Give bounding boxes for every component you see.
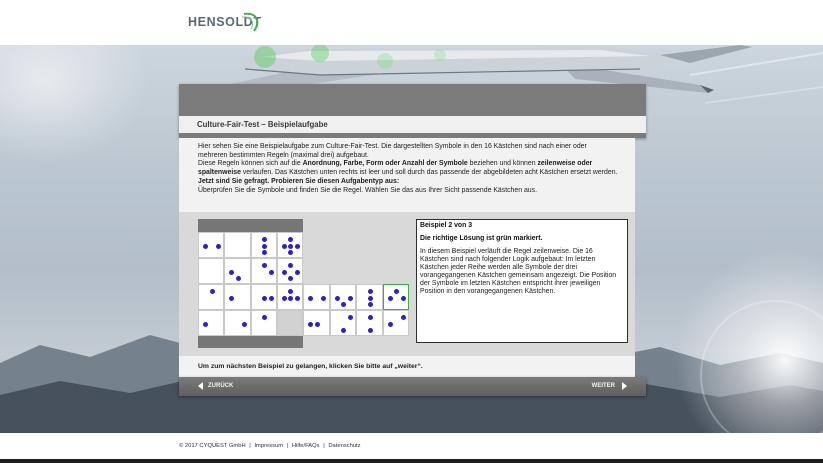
rules-direction: zeilenweise oder spaltenweise	[198, 160, 593, 177]
symbol-dot	[288, 244, 293, 249]
symbol-dot	[262, 237, 267, 242]
symbol-dot	[203, 244, 208, 249]
symbol-dot	[335, 296, 340, 301]
matrix-grid	[198, 232, 303, 336]
bottom-strip	[0, 459, 823, 463]
symbol-dot	[348, 296, 353, 301]
matrix-cell	[198, 310, 224, 336]
arrow-right-icon	[622, 382, 627, 390]
call-to-action: Jetzt sind Sie gefragt. Probieren Sie diesen Aufgabentyp aus:	[198, 177, 400, 185]
example-counter: Beispiel 2 von 3	[420, 222, 473, 229]
symbol-dot	[308, 296, 313, 301]
symbol-dot	[341, 302, 346, 307]
symbol-dot	[368, 289, 373, 294]
symbol-dot	[315, 322, 320, 327]
puzzle-area	[179, 212, 635, 356]
symbol-dot	[269, 270, 274, 275]
next-prompt: Um zum nächsten Beispiel zu gelangen, klicken Sie bitte auf „weiter“.	[179, 356, 635, 377]
matrix-cell	[224, 310, 250, 336]
symbol-dot	[210, 289, 215, 294]
symbol-dot	[288, 237, 293, 242]
explanation-text: In diesem Beispiel verläuft die Regel zeilenweise. Die 16 Kästchen sind nach folgender Logik aufgebaut: Im letzten Kästchen jeder Reihe werden alle Symbole der drei vorangegangenen Kästchen gemeinsam angezeigt. Die Position der Symbole im letzten Kästchen entspricht ihrer jeweiligen Position in den vorangegangenen Kästchen.	[420, 248, 617, 295]
imprint-link[interactable]: Impressum	[254, 443, 284, 449]
symbol-dot	[262, 263, 267, 268]
answer-option[interactable]	[303, 284, 330, 310]
symbol-dot	[216, 244, 221, 249]
solution-note: Die richtige Lösung ist grün markiert.	[420, 235, 543, 242]
logo-wordmark: HENSOLDT	[188, 15, 262, 29]
answer-option[interactable]	[330, 284, 357, 310]
matrix-cell	[251, 284, 277, 310]
footer-separator: |	[286, 443, 289, 449]
answer-option[interactable]	[356, 284, 383, 310]
symbol-dot	[242, 322, 247, 327]
symbol-dot	[282, 296, 287, 301]
symbol-dot	[262, 250, 267, 255]
matrix-cell	[277, 284, 303, 310]
matrix-cell	[198, 284, 224, 310]
rules-mid: beziehen und können	[467, 160, 538, 168]
answer-option[interactable]	[330, 310, 357, 336]
symbol-matrix	[198, 219, 303, 348]
symbol-dot	[368, 296, 373, 301]
symbol-dot	[262, 244, 267, 249]
answer-option-correct[interactable]	[383, 284, 410, 310]
matrix-cell	[251, 232, 277, 258]
matrix-cell	[277, 258, 303, 284]
answer-option[interactable]	[383, 310, 410, 336]
symbol-dot	[282, 244, 287, 249]
matrix-cell	[198, 258, 224, 284]
symbol-dot	[295, 270, 300, 275]
symbol-dot	[288, 250, 293, 255]
symbol-dot	[288, 276, 293, 281]
rules-keywords: Anordnung, Farbe, Form oder Anzahl der Symbole	[302, 160, 468, 168]
site-header	[0, 0, 823, 45]
symbol-dot	[394, 289, 399, 294]
next-label: WEITER	[591, 383, 615, 389]
matrix-cell	[198, 232, 224, 258]
footer-separator: |	[249, 443, 251, 449]
rules-paragraph	[198, 160, 618, 177]
task-instruction: Überprüfen Sie die Symbole und finden Sie die Regel. Wählen Sie das aus Ihrer Sicht passende Kästchen aus.	[198, 186, 537, 194]
rules-lead: Diese Regeln können sich auf die	[198, 160, 303, 168]
arrow-left-icon	[198, 382, 203, 390]
symbol-dot	[236, 276, 241, 281]
symbol-dot	[288, 263, 293, 268]
symbol-dot	[282, 270, 287, 275]
symbol-dot	[203, 322, 208, 327]
hensoldt-logo[interactable]	[188, 11, 262, 35]
matrix-empty-cell	[277, 310, 303, 336]
matrix-cell	[251, 310, 277, 336]
symbol-dot	[401, 296, 406, 301]
symbol-dot	[388, 296, 393, 301]
answer-option[interactable]	[356, 310, 383, 336]
intro-paragraph: Hier sehen Sie eine Beispielaufgabe zum Culture-Fair-Test. Die dargestellten Symbole in den 16 Kästchen sind nach einer oder mehreren bestimmten Regeln (maximal drei) aufgebaut.	[198, 143, 587, 159]
next-button[interactable]	[592, 377, 627, 396]
answer-options	[303, 284, 409, 336]
symbol-dot	[341, 328, 346, 333]
symbol-dot	[229, 296, 234, 301]
page-title: Culture-Fair-Test – Beispielaufgabe	[179, 116, 646, 133]
logo-swoosh-icon	[240, 11, 262, 35]
site-footer	[0, 433, 823, 459]
privacy-link[interactable]: Datenschutz	[328, 443, 361, 449]
matrix-cell	[251, 258, 277, 284]
answer-option[interactable]	[303, 310, 330, 336]
matrix-cell	[224, 232, 250, 258]
symbol-dot	[269, 296, 274, 301]
symbol-dot	[262, 315, 267, 320]
symbol-dot	[295, 296, 300, 301]
symbol-dot	[368, 328, 373, 333]
matrix-cell	[277, 232, 303, 258]
instructions-text	[179, 138, 635, 212]
symbol-dot	[401, 315, 406, 320]
footer-links	[179, 442, 361, 450]
back-label: ZURÜCK	[208, 383, 234, 389]
symbol-dot	[368, 302, 373, 307]
symbol-dot	[308, 322, 313, 327]
symbol-dot	[288, 296, 293, 301]
symbol-dot	[348, 315, 353, 320]
matrix-cell	[224, 284, 250, 310]
symbol-dot	[295, 244, 300, 249]
footer-separator: |	[323, 443, 325, 449]
symbol-dot	[321, 296, 326, 301]
symbol-dot	[262, 296, 267, 301]
copyright: © 2017 CYQUEST GmbH	[179, 443, 246, 449]
symbol-dot	[288, 289, 293, 294]
matrix-cell	[224, 258, 250, 284]
navigation-bar	[179, 377, 646, 396]
symbol-dot	[368, 315, 373, 320]
help-faq-link[interactable]: Hilfe/FAQs	[291, 443, 320, 449]
rules-tail: verlaufen. Das Kästchen unten rechts ist leer und soll durch das passende der abgebildeten acht Kästchen ersetzt werden.	[240, 169, 618, 177]
symbol-dot	[229, 270, 234, 275]
symbol-dot	[388, 322, 393, 327]
back-button[interactable]	[198, 377, 233, 396]
explanation-box	[416, 219, 628, 343]
